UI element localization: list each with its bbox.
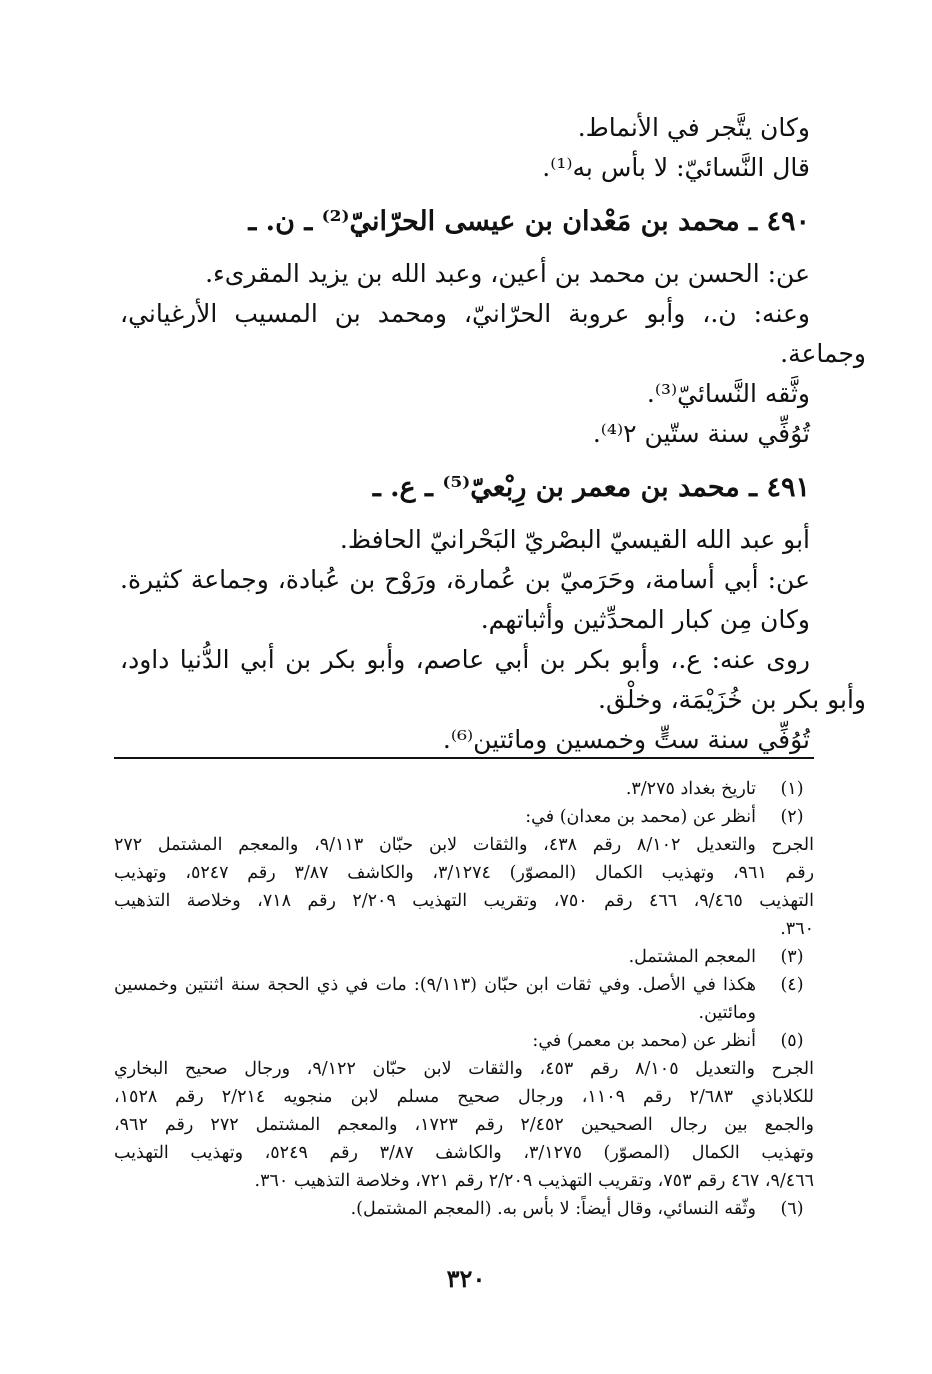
footnote-line: للكلاباذي ٢/٦٨٣ رقم ١١٠٩، ورجال صحيح مسلم لابن منجويه ٢/٢١٤ رقم ١٥٢٨، xyxy=(114,1087,814,1107)
text-line: روى عنه: ع.، وأبو بكر بن أبي عاصم، وأبو بكر بن أبي الدُّنيا داود، xyxy=(120,645,810,674)
footnote-number: (٤) xyxy=(780,975,804,995)
footnote-line: رقم ٩٦١، وتهذيب الكمال (المصوّر) ٣/١٢٧٤، والكاشف ٣/٨٧ رقم ٥٢٤٧، وتهذيب xyxy=(114,863,815,883)
footnote-3 xyxy=(114,943,814,971)
footnote-line: التهذيب ٩/٤٦٥، ٤٦٦ رقم ٧٥٠، وتقريب التهذيب ٢/٢٠٩ رقم ٧١٨، وخلاصة التذهيب xyxy=(114,891,814,911)
text-line: وجماعة. xyxy=(780,339,866,368)
footnote-number: (١) xyxy=(780,779,804,799)
footnote-line: المعجم المشتمل. xyxy=(628,947,756,967)
footnote-1 xyxy=(114,775,814,803)
text-line: وعنه: ن.، وأبو عروبة الحرّانيّ، ومحمد بن المسيب الأرغياني، xyxy=(120,299,810,328)
text-line: وكان مِن كبار المحدِّثين وأثباتهم. xyxy=(480,605,810,634)
text-line: عن: أبي أسامة، وحَرَميّ بن عُمارة، ورَوْح بن عُبادة، وجماعة كثيرة. xyxy=(120,565,810,594)
footnote-2 xyxy=(114,803,814,943)
text-line: تُوُفِّي سنة ستّين ٢⁽⁴⁾. xyxy=(592,419,810,448)
footnote-line: ٣٦٠. xyxy=(780,919,814,939)
entry-heading-490: ٤٩٠ ـ محمد بن مَعْدان بن عيسى الحرّانيّ⁽²⁾ ـ ن. ـ xyxy=(248,206,810,237)
text-line: وأبو بكر بن خُزَيْمَة، وخلْق. xyxy=(598,685,866,714)
footnote-number: (٦) xyxy=(780,1199,804,1219)
footnote-line: ٩/٤٦٦، ٤٦٧ رقم ٧٥٣، وتقريب التهذيب ٢/٢٠٩ رقم ٧٢١، وخلاصة التذهيب ٣٦٠. xyxy=(254,1171,814,1191)
footnote-line: والجمع بين رجال الصحيحين ٢/٤٥٢ رقم ١٧٢٣، والمعجم المشتمل ٢٧٢ رقم ٩٦٢، xyxy=(114,1115,815,1135)
text-line: عن: الحسن بن محمد بن أعين، وعبد الله بن يزيد المقرىء. xyxy=(205,259,810,288)
footnote-line: تاريخ بغداد ٣/٢٧٥. xyxy=(625,779,756,799)
footnote-6 xyxy=(114,1195,814,1223)
footnote-line: الجرح والتعديل ٨/١٠٢ رقم ٤٣٨، والثقات لابن حبّان ٩/١١٣، والمعجم المشتمل ٢٧٢ xyxy=(114,835,814,855)
text-line: تُوُفِّي سنة ستٍّ وخمسين ومائتين⁽⁶⁾. xyxy=(442,725,810,754)
footnote-line: هكذا في الأصل. وفي ثقات ابن حبّان (٩/١١٣): مات في ذي الحجة سنة اثنتين وخمسين xyxy=(114,975,757,995)
footnote-number: (٣) xyxy=(780,947,804,967)
page-number: ٣٢٠ xyxy=(446,1264,486,1293)
text-line: أبو عبد الله القيسيّ البصْريّ البَحْرانيّ الحافظ. xyxy=(339,525,810,554)
text-line: وثَّقه النَّسائيّ⁽³⁾. xyxy=(646,379,810,408)
footnote-line: الجرح والتعديل ٨/١٠٥ رقم ٤٥٣، والثقات لابن حبّان ٩/١٢٢، ورجال صحيح البخاري xyxy=(114,1059,815,1079)
text-line: قال النَّسائيّ: لا بأس به⁽¹⁾. xyxy=(542,153,810,182)
footnote-line: أنظر عن (محمد بن معدان) في: xyxy=(525,807,756,827)
footnote-separator xyxy=(114,757,814,759)
footnote-4 xyxy=(114,971,814,1027)
main-text xyxy=(120,108,866,760)
text-line: وكان يتَّجر في الأنماط. xyxy=(577,113,810,142)
footnote-line: ومائتين. xyxy=(698,1003,756,1023)
entry-heading-491: ٤٩١ ـ محمد بن معمر بن رِبْعيّ⁽⁵⁾ ـ ع. ـ xyxy=(372,472,810,503)
footnote-line: وتهذيب الكمال (المصوّر) ٣/١٢٧٥، والكاشف ٣/٨٧ رقم ٥٢٤٩، وتهذيب التهذيب xyxy=(114,1143,814,1163)
footnote-line: وثّقه النسائي، وقال أيضاً: لا بأس به. (المعجم المشتمل). xyxy=(350,1199,756,1219)
footnote-number: (٥) xyxy=(780,1031,804,1051)
footnote-line: أنظر عن (محمد بن معمر) في: xyxy=(532,1031,756,1051)
footnote-number: (٢) xyxy=(780,807,804,827)
footnote-5 xyxy=(114,1027,814,1195)
footnotes xyxy=(114,775,814,1223)
